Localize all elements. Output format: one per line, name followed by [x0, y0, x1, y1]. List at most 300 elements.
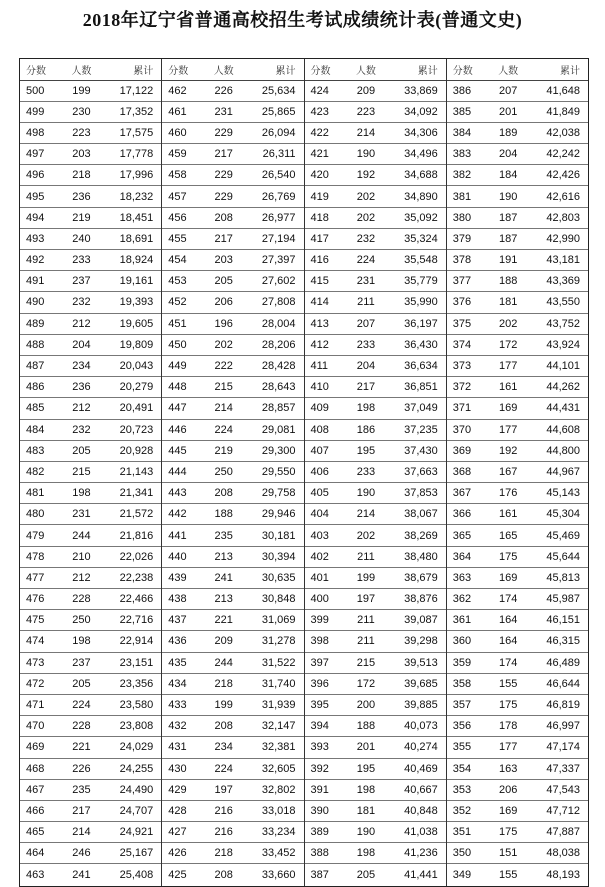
cell-score: 470 — [26, 720, 45, 733]
cell-score: 499 — [26, 105, 45, 118]
cell-score: 383 — [452, 148, 472, 161]
cell-cumulative: 37,430 — [404, 444, 438, 457]
cell-cumulative: 45,813 — [546, 571, 580, 584]
cell-score: 403 — [310, 529, 329, 542]
cell-score: 371 — [452, 402, 472, 415]
cell-score: 397 — [310, 656, 329, 669]
cell-score: 484 — [26, 423, 45, 436]
cell-cumulative: 17,122 — [119, 84, 154, 97]
table-row — [305, 483, 446, 504]
cell-count: 175 — [499, 826, 518, 839]
cell-count: 177 — [499, 423, 518, 436]
cell-score: 422 — [310, 126, 329, 139]
cell-score: 360 — [452, 635, 472, 648]
cell-score: 420 — [310, 169, 329, 182]
cell-cumulative: 38,480 — [404, 550, 438, 563]
cell-cumulative: 41,236 — [404, 847, 438, 860]
cell-score: 463 — [26, 869, 45, 882]
table-row — [447, 335, 588, 356]
cell-score: 384 — [452, 126, 472, 139]
table-row — [305, 271, 446, 292]
cell-score: 493 — [26, 232, 45, 245]
cell-count: 204 — [72, 338, 91, 351]
table-row — [162, 589, 303, 610]
cell-count: 207 — [356, 317, 376, 330]
cell-score: 376 — [452, 296, 472, 309]
cell-score: 380 — [452, 211, 472, 224]
cell-score: 489 — [26, 317, 45, 330]
table-row — [447, 822, 588, 843]
cell-count: 203 — [72, 148, 91, 161]
table-row — [447, 737, 588, 758]
cell-count: 217 — [214, 232, 233, 245]
cell-cumulative: 24,490 — [119, 783, 154, 796]
cell-count: 208 — [214, 487, 233, 500]
cell-score: 447 — [168, 402, 187, 415]
cell-score: 462 — [168, 84, 187, 97]
table-row — [20, 229, 161, 250]
cell-cumulative: 40,667 — [404, 783, 438, 796]
table-row — [447, 631, 588, 652]
table-row — [20, 462, 161, 483]
table-row — [20, 504, 161, 525]
cell-cumulative: 21,143 — [119, 465, 154, 478]
table-row — [305, 610, 446, 631]
cell-cumulative: 26,977 — [261, 211, 296, 224]
table-row — [447, 229, 588, 250]
table-row — [162, 843, 303, 864]
cell-score: 349 — [452, 869, 472, 882]
cell-count: 231 — [356, 275, 376, 288]
cell-score: 386 — [452, 84, 472, 97]
cell-score: 459 — [168, 148, 187, 161]
cell-cumulative: 40,073 — [404, 720, 438, 733]
cell-count: 236 — [72, 381, 91, 394]
table-row — [447, 165, 588, 186]
table-row — [305, 356, 446, 377]
header-score: 分数 — [452, 65, 473, 77]
table-row — [20, 716, 161, 737]
cell-cumulative: 32,802 — [261, 783, 296, 796]
table-row — [447, 525, 588, 546]
cell-score: 436 — [168, 635, 187, 648]
cell-score: 372 — [452, 381, 472, 394]
cell-score: 421 — [310, 148, 329, 161]
table-row — [447, 695, 588, 716]
cell-score: 455 — [168, 232, 187, 245]
cell-count: 212 — [72, 317, 91, 330]
table-row — [447, 716, 588, 737]
cell-count: 199 — [214, 699, 233, 712]
cell-count: 231 — [214, 105, 233, 118]
cell-count: 229 — [214, 126, 233, 139]
cell-count: 203 — [214, 254, 233, 267]
cell-cumulative: 42,426 — [546, 169, 580, 182]
cell-count: 181 — [499, 296, 518, 309]
cell-score: 478 — [26, 550, 45, 563]
cell-score: 390 — [310, 804, 329, 817]
cell-count: 226 — [214, 84, 233, 97]
header-count: 人数 — [213, 65, 234, 77]
cell-count: 209 — [356, 84, 376, 97]
cell-cumulative: 36,430 — [404, 338, 438, 351]
table-row — [162, 504, 303, 525]
table-row — [20, 780, 161, 801]
cell-score: 415 — [310, 275, 329, 288]
cell-count: 195 — [356, 444, 376, 457]
cell-score: 362 — [452, 593, 472, 606]
cell-cumulative: 47,543 — [546, 783, 580, 796]
cell-count: 201 — [499, 105, 518, 118]
table-row — [305, 737, 446, 758]
cell-score: 387 — [310, 869, 329, 882]
cell-cumulative: 29,550 — [261, 465, 296, 478]
cell-count: 172 — [356, 677, 376, 690]
table-row — [447, 441, 588, 462]
table-row — [447, 653, 588, 674]
table-row — [162, 568, 303, 589]
cell-cumulative: 35,092 — [404, 211, 438, 224]
cell-score: 377 — [452, 275, 472, 288]
table-row — [447, 208, 588, 229]
cell-count: 226 — [72, 762, 91, 775]
cell-cumulative: 22,466 — [119, 593, 154, 606]
cell-cumulative: 17,996 — [119, 169, 154, 182]
table-row — [305, 759, 446, 780]
cell-cumulative: 29,081 — [261, 423, 296, 436]
cell-cumulative: 31,069 — [261, 614, 296, 627]
table-row — [20, 843, 161, 864]
cell-score: 368 — [452, 465, 472, 478]
table-row — [162, 250, 303, 271]
cell-cumulative: 46,819 — [546, 699, 580, 712]
cell-score: 352 — [452, 804, 472, 817]
cell-cumulative: 20,043 — [119, 360, 154, 373]
cell-count: 169 — [499, 571, 518, 584]
cell-cumulative: 23,808 — [119, 720, 154, 733]
cell-score: 469 — [26, 741, 45, 754]
cell-score: 350 — [452, 847, 472, 860]
cell-score: 369 — [452, 444, 472, 457]
cell-count: 223 — [356, 105, 376, 118]
cell-count: 228 — [72, 593, 91, 606]
table-row — [20, 589, 161, 610]
header-row — [162, 59, 303, 81]
cell-count: 214 — [72, 826, 91, 839]
table-row — [20, 102, 161, 123]
cell-count: 246 — [72, 847, 91, 860]
cell-score: 495 — [26, 190, 45, 203]
table-row — [305, 801, 446, 822]
cell-score: 437 — [168, 614, 187, 627]
cell-cumulative: 34,496 — [404, 148, 438, 161]
cell-count: 210 — [72, 550, 91, 563]
cell-count: 213 — [214, 593, 233, 606]
cell-score: 357 — [452, 699, 472, 712]
cell-count: 205 — [72, 444, 91, 457]
header-cumulative: 累计 — [559, 65, 580, 77]
cell-score: 353 — [452, 783, 472, 796]
table-row — [162, 695, 303, 716]
table-row — [305, 165, 446, 186]
cell-count: 229 — [214, 190, 233, 203]
cell-count: 155 — [499, 677, 518, 690]
cell-count: 234 — [214, 741, 233, 754]
cell-count: 224 — [72, 699, 91, 712]
cell-cumulative: 18,691 — [119, 232, 154, 245]
cell-count: 174 — [499, 593, 518, 606]
cell-count: 221 — [72, 741, 91, 754]
cell-score: 485 — [26, 402, 45, 415]
table-row — [20, 292, 161, 313]
table-row — [20, 864, 161, 885]
cell-count: 232 — [356, 232, 376, 245]
cell-cumulative: 37,235 — [404, 423, 438, 436]
cell-cumulative: 20,279 — [119, 381, 154, 394]
cell-score: 389 — [310, 826, 329, 839]
table-row — [305, 377, 446, 398]
cell-cumulative: 45,644 — [546, 550, 580, 563]
table-row — [162, 653, 303, 674]
cell-cumulative: 37,853 — [404, 487, 438, 500]
cell-cumulative: 47,712 — [546, 804, 580, 817]
table-row — [447, 610, 588, 631]
table-row — [162, 483, 303, 504]
cell-cumulative: 30,635 — [261, 571, 296, 584]
cell-count: 214 — [356, 126, 376, 139]
cell-score: 442 — [168, 508, 187, 521]
cell-cumulative: 44,262 — [546, 381, 580, 394]
cell-count: 191 — [499, 254, 518, 267]
cell-score: 457 — [168, 190, 187, 203]
cell-cumulative: 34,688 — [404, 169, 438, 182]
cell-score: 441 — [168, 529, 187, 542]
cell-cumulative: 24,921 — [119, 826, 154, 839]
cell-count: 177 — [499, 741, 518, 754]
cell-score: 434 — [168, 677, 187, 690]
table-row — [20, 695, 161, 716]
cell-count: 189 — [499, 126, 518, 139]
cell-cumulative: 31,278 — [261, 635, 296, 648]
table-row — [305, 843, 446, 864]
table-row — [162, 864, 303, 885]
cell-cumulative: 45,469 — [546, 529, 580, 542]
cell-score: 359 — [452, 656, 472, 669]
cell-score: 354 — [452, 762, 472, 775]
cell-cumulative: 38,679 — [404, 571, 438, 584]
cell-score: 374 — [452, 338, 472, 351]
cell-cumulative: 18,232 — [119, 190, 154, 203]
cell-count: 163 — [499, 762, 518, 775]
cell-count: 177 — [499, 360, 518, 373]
cell-cumulative: 46,644 — [546, 677, 580, 690]
cell-cumulative: 38,067 — [404, 508, 438, 521]
cell-count: 151 — [499, 847, 518, 860]
cell-score: 433 — [168, 699, 187, 712]
table-row — [447, 144, 588, 165]
cell-score: 466 — [26, 804, 45, 817]
cell-count: 250 — [72, 614, 91, 627]
table-block-2 — [161, 59, 303, 886]
cell-count: 221 — [214, 614, 233, 627]
table-row — [305, 186, 446, 207]
cell-count: 208 — [214, 211, 233, 224]
cell-score: 482 — [26, 465, 45, 478]
cell-count: 215 — [356, 656, 376, 669]
cell-cumulative: 24,255 — [119, 762, 154, 775]
cell-count: 218 — [214, 677, 233, 690]
cell-cumulative: 19,161 — [119, 275, 154, 288]
table-row — [447, 102, 588, 123]
table-row — [447, 186, 588, 207]
table-row — [162, 631, 303, 652]
header-score: 分数 — [310, 65, 331, 77]
cell-count: 174 — [499, 656, 518, 669]
table-row — [162, 165, 303, 186]
cell-count: 161 — [499, 381, 518, 394]
table-row — [20, 801, 161, 822]
cell-count: 198 — [356, 783, 376, 796]
cell-count: 204 — [499, 148, 518, 161]
table-row — [305, 229, 446, 250]
cell-cumulative: 38,269 — [404, 529, 438, 542]
cell-count: 211 — [357, 635, 375, 648]
cell-cumulative: 34,890 — [404, 190, 438, 203]
cell-score: 365 — [452, 529, 472, 542]
cell-cumulative: 19,393 — [119, 296, 154, 309]
cell-cumulative: 22,026 — [119, 550, 154, 563]
cell-cumulative: 30,394 — [261, 550, 296, 563]
table-row — [305, 292, 446, 313]
cell-count: 206 — [499, 783, 518, 796]
cell-cumulative: 47,337 — [546, 762, 580, 775]
cell-count: 235 — [72, 783, 91, 796]
cell-score: 363 — [452, 571, 472, 584]
cell-count: 199 — [72, 84, 91, 97]
cell-count: 196 — [214, 317, 233, 330]
cell-score: 473 — [26, 656, 45, 669]
cell-cumulative: 38,876 — [404, 593, 438, 606]
cell-cumulative: 44,800 — [546, 444, 580, 457]
table-row — [447, 314, 588, 335]
cell-cumulative: 26,311 — [262, 148, 296, 161]
cell-score: 395 — [310, 699, 329, 712]
cell-count: 224 — [214, 762, 233, 775]
cell-cumulative: 35,990 — [404, 296, 438, 309]
cell-cumulative: 36,851 — [404, 381, 438, 394]
cell-cumulative: 41,648 — [546, 84, 580, 97]
cell-score: 408 — [310, 423, 329, 436]
cell-count: 190 — [356, 148, 376, 161]
cell-score: 450 — [168, 338, 187, 351]
cell-count: 241 — [72, 869, 91, 882]
cell-count: 198 — [356, 847, 376, 860]
table-row — [447, 780, 588, 801]
cell-cumulative: 45,143 — [546, 487, 580, 500]
table-row — [162, 356, 303, 377]
cell-score: 474 — [26, 635, 45, 648]
cell-count: 169 — [499, 402, 518, 415]
table-row — [162, 377, 303, 398]
cell-score: 396 — [310, 677, 329, 690]
cell-count: 164 — [499, 635, 518, 648]
cell-score: 385 — [452, 105, 472, 118]
table-row — [305, 420, 446, 441]
cell-count: 198 — [72, 635, 91, 648]
cell-count: 205 — [356, 869, 376, 882]
cell-count: 250 — [214, 465, 233, 478]
cell-cumulative: 25,167 — [119, 847, 154, 860]
table-row — [162, 610, 303, 631]
cell-cumulative: 21,572 — [119, 508, 154, 521]
cell-score: 440 — [168, 550, 187, 563]
cell-score: 375 — [452, 317, 472, 330]
cell-score: 481 — [26, 487, 45, 500]
cell-score: 399 — [310, 614, 329, 627]
cell-score: 410 — [310, 381, 329, 394]
page-title: 2018年辽宁省普通高校招生考试成绩统计表(普通文史) — [82, 10, 523, 30]
table-row — [20, 483, 161, 504]
cell-count: 234 — [72, 360, 91, 373]
table-row — [447, 759, 588, 780]
cell-count: 205 — [214, 275, 233, 288]
cell-count: 232 — [72, 423, 91, 436]
table-row — [162, 737, 303, 758]
table-row — [305, 102, 446, 123]
table-row — [447, 420, 588, 441]
cell-cumulative: 33,234 — [261, 826, 296, 839]
cell-score: 373 — [452, 360, 472, 373]
cell-count: 175 — [499, 550, 518, 563]
cell-score: 430 — [168, 762, 187, 775]
cell-score: 468 — [26, 762, 45, 775]
table-row — [162, 462, 303, 483]
cell-count: 172 — [499, 338, 518, 351]
cell-score: 404 — [310, 508, 329, 521]
cell-score: 461 — [168, 105, 187, 118]
table-row — [20, 81, 161, 102]
table-row — [447, 568, 588, 589]
table-row — [447, 250, 588, 271]
cell-cumulative: 21,816 — [119, 529, 154, 542]
table-row — [162, 314, 303, 335]
cell-score: 500 — [26, 84, 45, 97]
table-row — [20, 610, 161, 631]
table-row — [305, 864, 446, 885]
cell-score: 445 — [168, 444, 187, 457]
table-row — [305, 441, 446, 462]
cell-cumulative: 40,469 — [404, 762, 438, 775]
cell-score: 480 — [26, 508, 45, 521]
cell-count: 244 — [72, 529, 91, 542]
table-block-3 — [304, 59, 446, 886]
table-row — [162, 102, 303, 123]
cell-cumulative: 22,914 — [119, 635, 154, 648]
cell-cumulative: 26,540 — [261, 169, 296, 182]
cell-count: 217 — [72, 804, 91, 817]
cell-count: 164 — [499, 614, 518, 627]
cell-count: 240 — [72, 232, 91, 245]
cell-cumulative: 35,548 — [404, 254, 438, 267]
cell-score: 498 — [26, 126, 45, 139]
cell-cumulative: 33,660 — [261, 869, 296, 882]
cell-cumulative: 17,575 — [119, 126, 154, 139]
cell-count: 229 — [214, 169, 233, 182]
cell-count: 232 — [72, 296, 91, 309]
cell-cumulative: 47,174 — [546, 741, 580, 754]
table-row — [162, 398, 303, 419]
cell-cumulative: 44,967 — [546, 465, 580, 478]
